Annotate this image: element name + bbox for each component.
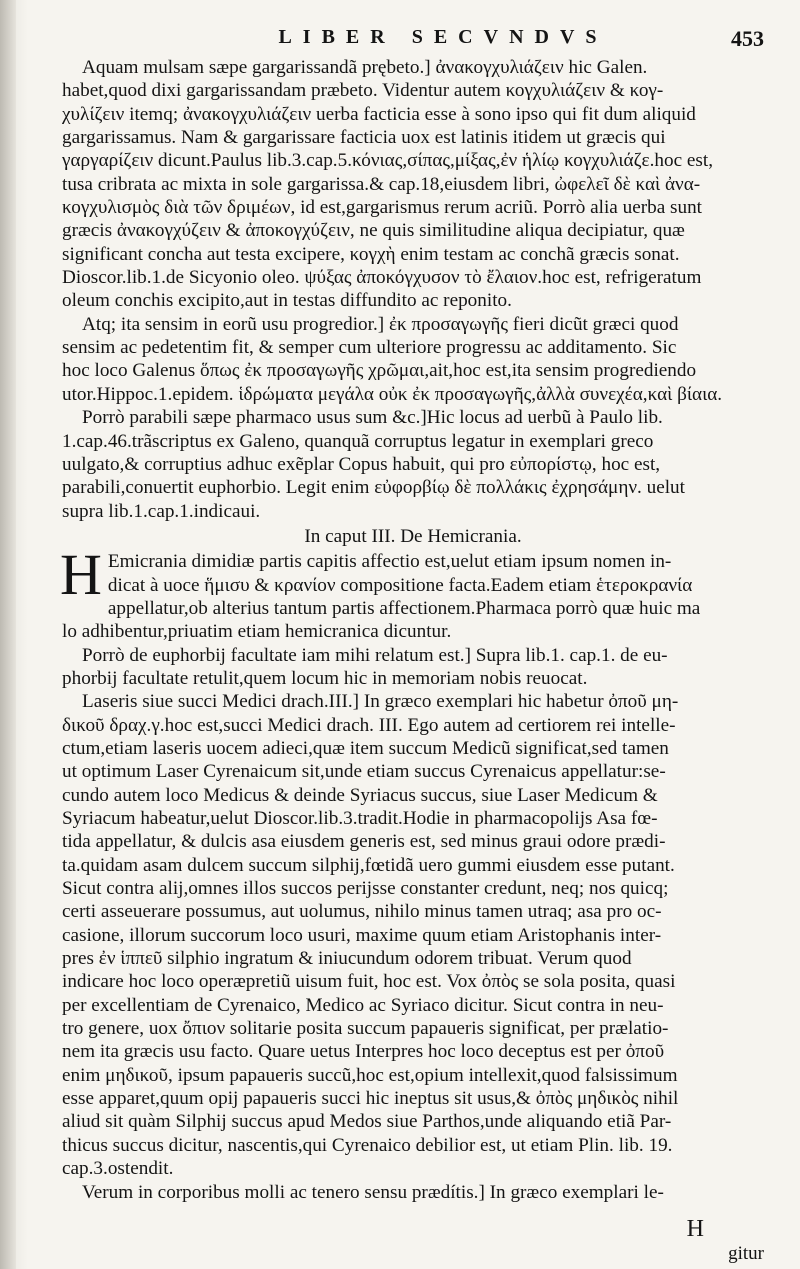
text-line: appellatur,ob alterius tantum partis affectionem.Pharmaca porrò quæ huic ma	[107, 597, 701, 619]
text-line: dicat à uoce ἥμισυ & κρανίον compositione facta.Eadem etiam ἑτεροκρανία	[107, 574, 693, 596]
text-line: sensim ac pedetentim fit, & semper cum ulteriore progressu ac additamento. Sic	[62, 337, 677, 359]
text-line: cundo autem loco Medicus & deinde Syriacus succus, siue Laser Medicum &	[62, 784, 658, 806]
text-line: oleum conchis excipito,aut in testas diffundito ac reponito.	[62, 290, 512, 312]
text-line: cap.3.ostendit.	[62, 1158, 174, 1180]
text-line: ta.quidam asam dulcem succum silphij,fœtidã uero gummi eiusdem esse putant.	[62, 854, 675, 876]
text-line: γαργαρίζειν dicunt.Paulus lib.3.cap.5.κόνιας,σίπας,μίξας,ἐν ἡλίῳ κογχυλιάζε.hoc est,	[62, 150, 713, 172]
catchword-block	[687, 1218, 764, 1241]
text-line: thicus succus dicitur, nascentis,qui Cyrenaico debilior est, ut etiam Plin. lib. 19.	[62, 1134, 673, 1156]
text-line: Atq; ita sensim in eorũ usu progredior.] ἐκ προσαγωγῆς fieri dicũt græci quod	[82, 313, 679, 335]
text-line: phorbij facultate retulit,quem locum hic in memoriam nobis reuocat.	[62, 667, 588, 689]
text-line: habet,quod dixi gargarissandam præbeto. Videntur autem κογχυλιάζειν & κογ-	[62, 80, 664, 102]
text-line: significant concha aut testa excipere, κογχὴ enim testam ac conchã græcis sonat.	[62, 243, 680, 265]
page-body	[62, 56, 764, 1204]
paragraph-laser	[62, 690, 764, 1180]
text-line: gargarissamus. Nam & gargarissare facticia uox est latinis itidem ut græcis qui	[62, 127, 666, 149]
text-line: Syriacum habeatur,uelut Dioscor.lib.3.tradit.Hodie in pharmacopolijs Asa fœ-	[62, 808, 658, 829]
running-title: LIBER SECVNDVS	[278, 26, 608, 48]
text-line: certi asseuerare possumus, aut uolumus, nihilo minus tamen utraq; asa pro oc-	[62, 901, 662, 923]
paragraph-hemicrania	[60, 542, 764, 643]
text-line: parabili,conuertit euphorbio. Legit enim εὐφορβίῳ δὲ πολλάκις ἐχρησάμην. uelut	[62, 477, 685, 499]
text-line: supra lib.1.cap.1.indicaui.	[62, 500, 261, 522]
text-line: Porrò de euphorbij facultate iam mihi relatum est.] Supra lib.1. cap.1. de eu-	[82, 644, 668, 666]
text-line: Sicut contra alij,omnes illos succos perijsse constanter credunt, neq; nos quicq;	[62, 878, 669, 900]
text-line: nem ita græcis usu facto. Quare uetus Interpres hoc loco deceptus est per ὀποῦ	[62, 1041, 665, 1063]
text-line: lo adhibentur,priuatim etiam hemicranica dicuntur.	[62, 621, 452, 643]
text-line: ut optimum Laser Cyrenaicum sit,unde etiam succus Cyrenaicus appellatur:se-	[62, 761, 666, 783]
text-line: Dioscor.lib.1.de Sicyonio oleo. ψύξας ἀποκόγχυσον τὸ ἔλαιον.hoc est, refrigeratum	[62, 267, 702, 289]
text-line: hoc loco Galenus ὅπως ἐκ προσαγωγῆς χρῶμαι,ait,hoc est,ita sensim progrediendo	[62, 360, 697, 382]
signature-mark: H	[686, 1216, 704, 1242]
drop-cap-initial: H	[60, 542, 102, 608]
text-line: δικοῦ δραχ.γ.hoc est,succi Medici drach. III. Ego autem ad certiorem rei intelle-	[62, 714, 676, 736]
chapter-heading: In caput III. De Hemicrania.	[304, 525, 522, 547]
text-line: græcis ἀνακογχύζειν & ἀποκογχύζειν, ne quis similitudine aliqua decipiatur, quæ	[62, 220, 685, 242]
text-line: esse apparet,quum opij papaueris succi hic ineptus sit usus,& ὀπὸς μηδικὸς nihil	[62, 1088, 679, 1110]
paragraph-euphorbium	[62, 644, 764, 691]
text-line: ctum,etiam laseris uocem adieci,quæ item succum Medicũ significat,sed tamen	[62, 737, 669, 759]
text-line: aliud sit quàm Silphij succus apud Medos siue Parthos,unde aliquando etiã Par-	[62, 1111, 672, 1133]
paragraph-aquam-mulsam	[62, 56, 764, 313]
text-line: indicare hoc loco operæpretiũ uisum fuit, hoc est. Vox ὀπὸς se sola posita, quasi	[62, 971, 676, 993]
text-line: Emicrania dimidiæ partis capitis affectio est,uelut etiam ipsum nomen in-	[107, 551, 672, 573]
text-line: Laseris siue succi Medici drach.III.] In græco exemplari hic habetur ὀποῦ μη-	[82, 691, 679, 713]
text-line: tro genere, uox ὄπιον solitarie posita succum papaueris significat, per prælatio-	[62, 1018, 669, 1040]
text-line: pres ἐν ἱππεῦ silphio ingratum & iniucundum odorem tribuat. Verum quod	[62, 948, 632, 970]
text-line: tusa cribrata ac mixta in sole gargarissa.& cap.18,eiusdem libri, ὠφελεῖ δὲ καὶ ἀνα-	[62, 173, 701, 195]
catchword: gitur	[728, 1243, 764, 1264]
text-line: χυλίζειν itemq; ἀνακογχυλιάζειν uerba facticia esse à sono ipso qui fit dum aliquid	[62, 103, 696, 125]
text-line: κογχυλισμὸς διὰ τῶν δριμέων, id est,gargarismus rerum acriũ. Porrò alia uerba sunt	[62, 197, 703, 219]
text-line: 1.cap.46.trãscriptus ex Galeno, quanquã corruptus legatur in exemplari greco	[62, 430, 654, 452]
text-line: per excellentiam de Cyrenaico, Medico ac Syriaco dicitur. Sicut contra in neu-	[62, 994, 664, 1016]
text-line: Porrò parabili sæpe pharmaco usus sum &c.]Hic locus ad uerbũ à Paulo lib.	[82, 407, 663, 429]
text-line: enim μηδικοῦ, ipsum papaueris succũ,hoc est,opium intellexit,quod falsissimum	[62, 1064, 678, 1086]
paragraph-parabili	[62, 406, 764, 523]
paragraph-sensim	[62, 313, 764, 406]
text-line: tida appellatur, & dulcis asa eiusdem generis est, sed minus graui odore prædi-	[62, 831, 666, 853]
text-line: utor.Hippoc.1.epidem. ἱδρώματα μεγάλα οὐκ ἐκ προσαγωγῆς,ἀλλὰ συνεχέα,καὶ βίαια.	[62, 383, 723, 405]
paragraph-verum	[62, 1181, 764, 1204]
text-line: casione, illorum succorum loco usuri, maxime quum etiam Aristophanis inter-	[62, 924, 662, 946]
text-line: Verum in corporibus molli ac tenero sensu prædítis.] In græco exemplari le-	[82, 1181, 664, 1203]
folio-number: 453	[731, 26, 764, 51]
page-gutter	[0, 0, 16, 1269]
text-line: Aquam mulsam sæpe gargarissandã prębeto.] ἀνακογχυλιάζειν hic Galen.	[82, 57, 648, 78]
text-line: uulgato,& corruptius adhuc exẽplar Copus habuit, qui pro εὐπορίστῳ, hoc est,	[62, 453, 661, 475]
running-header	[62, 26, 764, 56]
